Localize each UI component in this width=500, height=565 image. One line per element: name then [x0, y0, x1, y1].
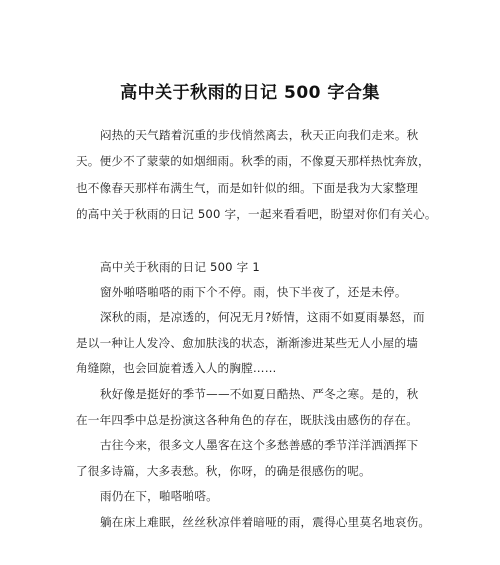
body-line-7: 古往今来，很多文人墨客在这个多愁善感的季节洋洋洒洒挥下 [100, 438, 419, 452]
document-title: 高中关于秋雨的日记 500 字合集 [120, 83, 380, 103]
body-line-3: 是以一种让人发冷、愈加肤浅的状态，渐渐渗进某些无人小屋的墙 [76, 336, 419, 350]
intro-line-2: 天。便少不了蒙蒙的如烟细雨。秋季的雨，不像夏天那样热忱奔放， [76, 154, 430, 168]
body-line-8: 了很多诗篇，大多表愁。秋，你呀，的确是很感伤的呢。 [76, 464, 371, 478]
body-line-4: 角缝隙，也会回旋着透入人的胸膛…… [76, 361, 277, 375]
body-line-9: 雨仍在下，啪嗒啪嗒。 [100, 489, 218, 503]
body-line-5: 秋好像是挺好的季节——不如夏日酷热、严冬之寒。是的，秋 [100, 387, 419, 401]
intro-line-3: 也不像春天那样布满生气，而是如针似的细。下面是我为大家整理 [76, 181, 419, 195]
intro-line-4: 的高中关于秋雨的日记 500 字，一起来看看吧，盼望对你们有关心。 [76, 207, 437, 221]
body-line-6: 在一年四季中总是扮演这各种角色的存在，既肤浅由感伤的存在。 [76, 413, 419, 427]
body-line-10: 躺在床上难眠，丝丝秋凉伴着暗哑的雨，震得心里莫名地哀伤。 [100, 515, 431, 529]
body-line-1: 窗外啪嗒啪嗒的雨下个不停。雨，快下半夜了，还是未停。 [100, 285, 407, 299]
entry-heading: 高中关于秋雨的日记 500 字 1 [100, 260, 260, 274]
intro-line-1: 闷热的天气踏着沉重的步伐悄然离去，秋天正向我们走来。秋 [100, 128, 419, 142]
body-line-2: 深秋的雨，是凉透的，何况无月?娇情，这雨不如夏雨暴怒，而 [100, 310, 425, 324]
